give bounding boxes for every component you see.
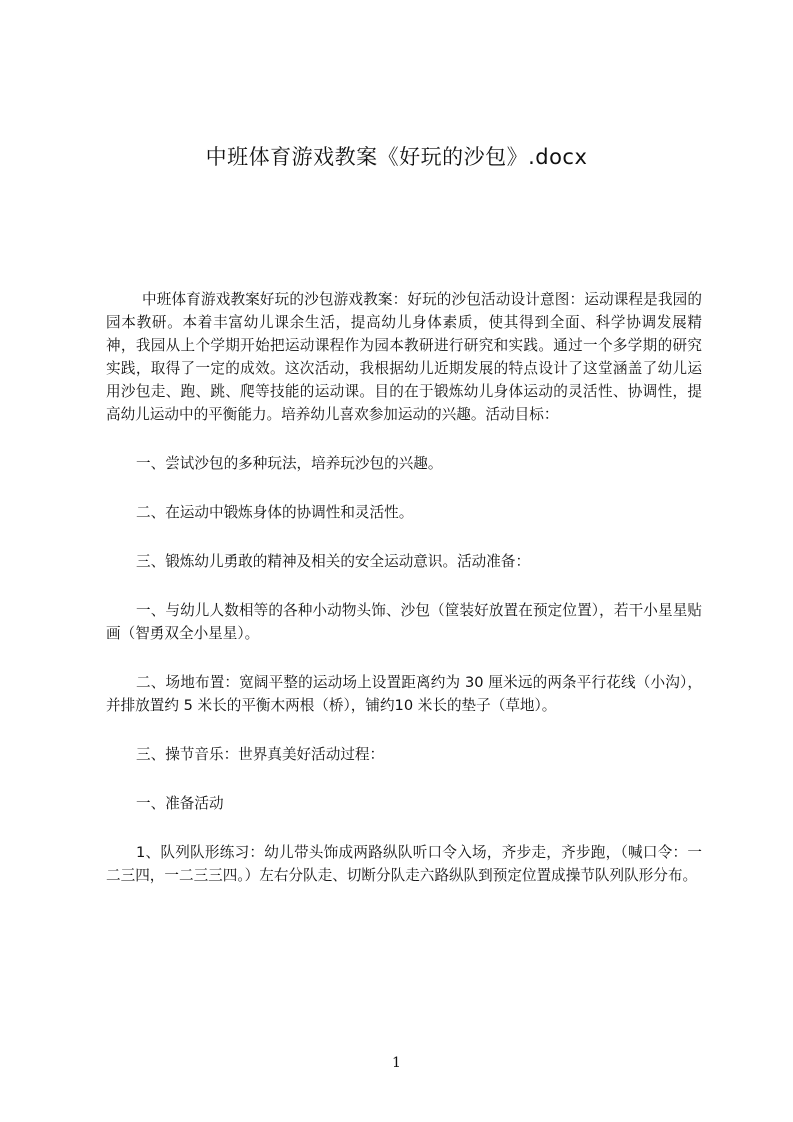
preparation-paragraph-3: 三、操节音乐：世界真美好活动过程： [136,746,385,763]
process-paragraph-1: 1、队列队形练习：幼儿带头饰成两路纵队听口令入场，齐步走，齐步跑，（喊口令：一二三四，一二三三四。）左右分队走、切断分队走六路纵队到预定位置成操节队列队形分布。 [106,844,702,884]
intro-paragraph: 中班体育游戏教案好玩的沙包游戏教案：好玩的沙包活动设计意图：运动课程是我园的园本教研。本着丰富幼儿课余生活，提高幼儿身体素质，使其得到全面、科学协调发展精神，我园从上个学期开始把运动课程作为园本教研进行研究和实践。通过一个多学期的研究实践，取得了一定的成效。这次活动，我根据幼儿近期发展的特点设计了这堂涵盖了幼儿运用沙包走、跑、跳、爬等技能的运动课。目的在于锻炼幼儿身体运动的灵活性、协调性，提高幼儿运动中的平衡能力。培养幼儿喜欢参加运动的兴趣。活动目标： [106,291,702,423]
page-number: 1 [392,1055,401,1071]
document-title: 中班体育游戏教案《好玩的沙包》.docx [205,145,588,169]
preparation-paragraph-2: 二、场地布置：宽阔平整的运动场上设置距离约为 30 厘米远的两条平行花线（小沟），并排放置约 5 米长的平衡木两根（桥），铺约10 米长的垫子（草地）。 [106,674,702,714]
goal-paragraph-3: 三、锻炼幼儿勇敢的精神及相关的安全运动意识。活动准备： [136,553,531,570]
process-heading: 一、准备活动 [136,795,224,812]
preparation-paragraph-1: 一、与幼儿人数相等的各种小动物头饰、沙包（筐装好放置在预定位置），若干小星星贴画（智勇双全小星星）。 [106,602,702,642]
document-body [106,288,702,887]
goal-paragraph-1: 一、尝试沙包的多种玩法，培养玩沙包的兴趣。 [136,455,443,472]
goal-paragraph-2: 二、在运动中锻炼身体的协调性和灵活性。 [136,504,414,521]
